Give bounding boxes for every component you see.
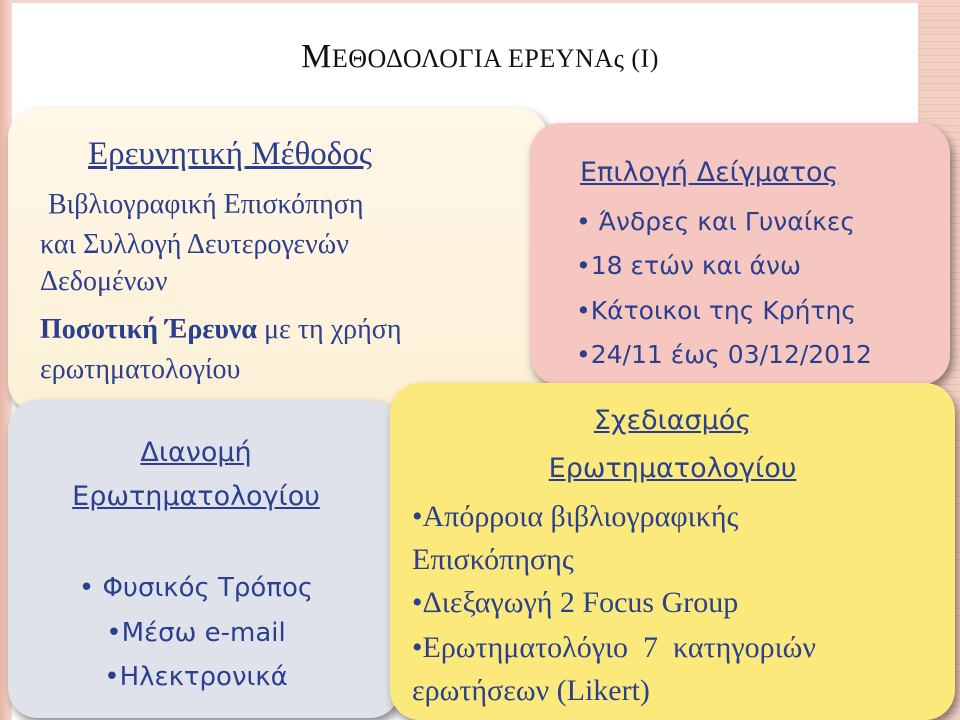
design-item-1-cont: Επισκόπησης [412, 543, 574, 576]
slide-frame-top [12, 0, 918, 3]
research-method-line-2: και Συλλογή Δευτερογενών [40, 229, 349, 260]
slide-title-initial: Μ [301, 38, 332, 75]
sample-item-3: •Κάτοικοι της Κρήτης [576, 296, 857, 325]
design-item-2: •Διεξαγωγή 2 Focus Group [412, 586, 739, 619]
design-item-3-cont: ερωτήσεων (Likert) [412, 674, 650, 707]
distribution-item-2: •Μέσω e-mail [106, 618, 286, 648]
quantitative-research-label: Ποσοτική Έρευνα [40, 314, 258, 345]
design-item-1: •Απόρροια βιβλιογραφικής [412, 500, 739, 533]
distribution-item-3: •Ηλεκτρονικά [104, 662, 288, 692]
sample-item-4: •24/11 έως 03/12/2012 [576, 340, 872, 369]
quantitative-research-rest: με τη χρήση [257, 314, 402, 345]
sample-selection-heading: Επιλογή Δείγματος [580, 157, 839, 188]
research-method-line-4 [40, 314, 401, 346]
distribution-item-1: • Φυσικός Τρόπος [78, 573, 314, 603]
slide-title [0, 38, 960, 76]
research-method-line-5: ερωτηματολογίου [40, 354, 241, 385]
sample-item-2: •18 ετών και άνω [576, 251, 801, 280]
research-method-line-1: Βιβλιογραφική Επισκόπηση [48, 189, 364, 220]
research-method-line-3: Δεδομένων [40, 266, 168, 297]
questionnaire-design-heading-1: Σχεδιασμός [593, 405, 752, 436]
distribution-heading-2: Ερωτηματολογίου [72, 481, 320, 512]
questionnaire-design-heading-2: Ερωτηματολογίου [548, 453, 797, 484]
distribution-heading-1: Διανομή [140, 437, 252, 468]
design-item-3: •Ερωτηματολόγιο 7 κατηγοριών [412, 631, 816, 664]
research-method-heading: Ερευνητική Μέθοδος [88, 136, 372, 172]
slide-title-rest: ΕΘΟΔΟΛΟΓΙΑ ΕΡΕΥΝΑς (Ι) [331, 44, 659, 73]
sample-item-1: • Άνδρες και Γυναίκες [576, 207, 856, 236]
